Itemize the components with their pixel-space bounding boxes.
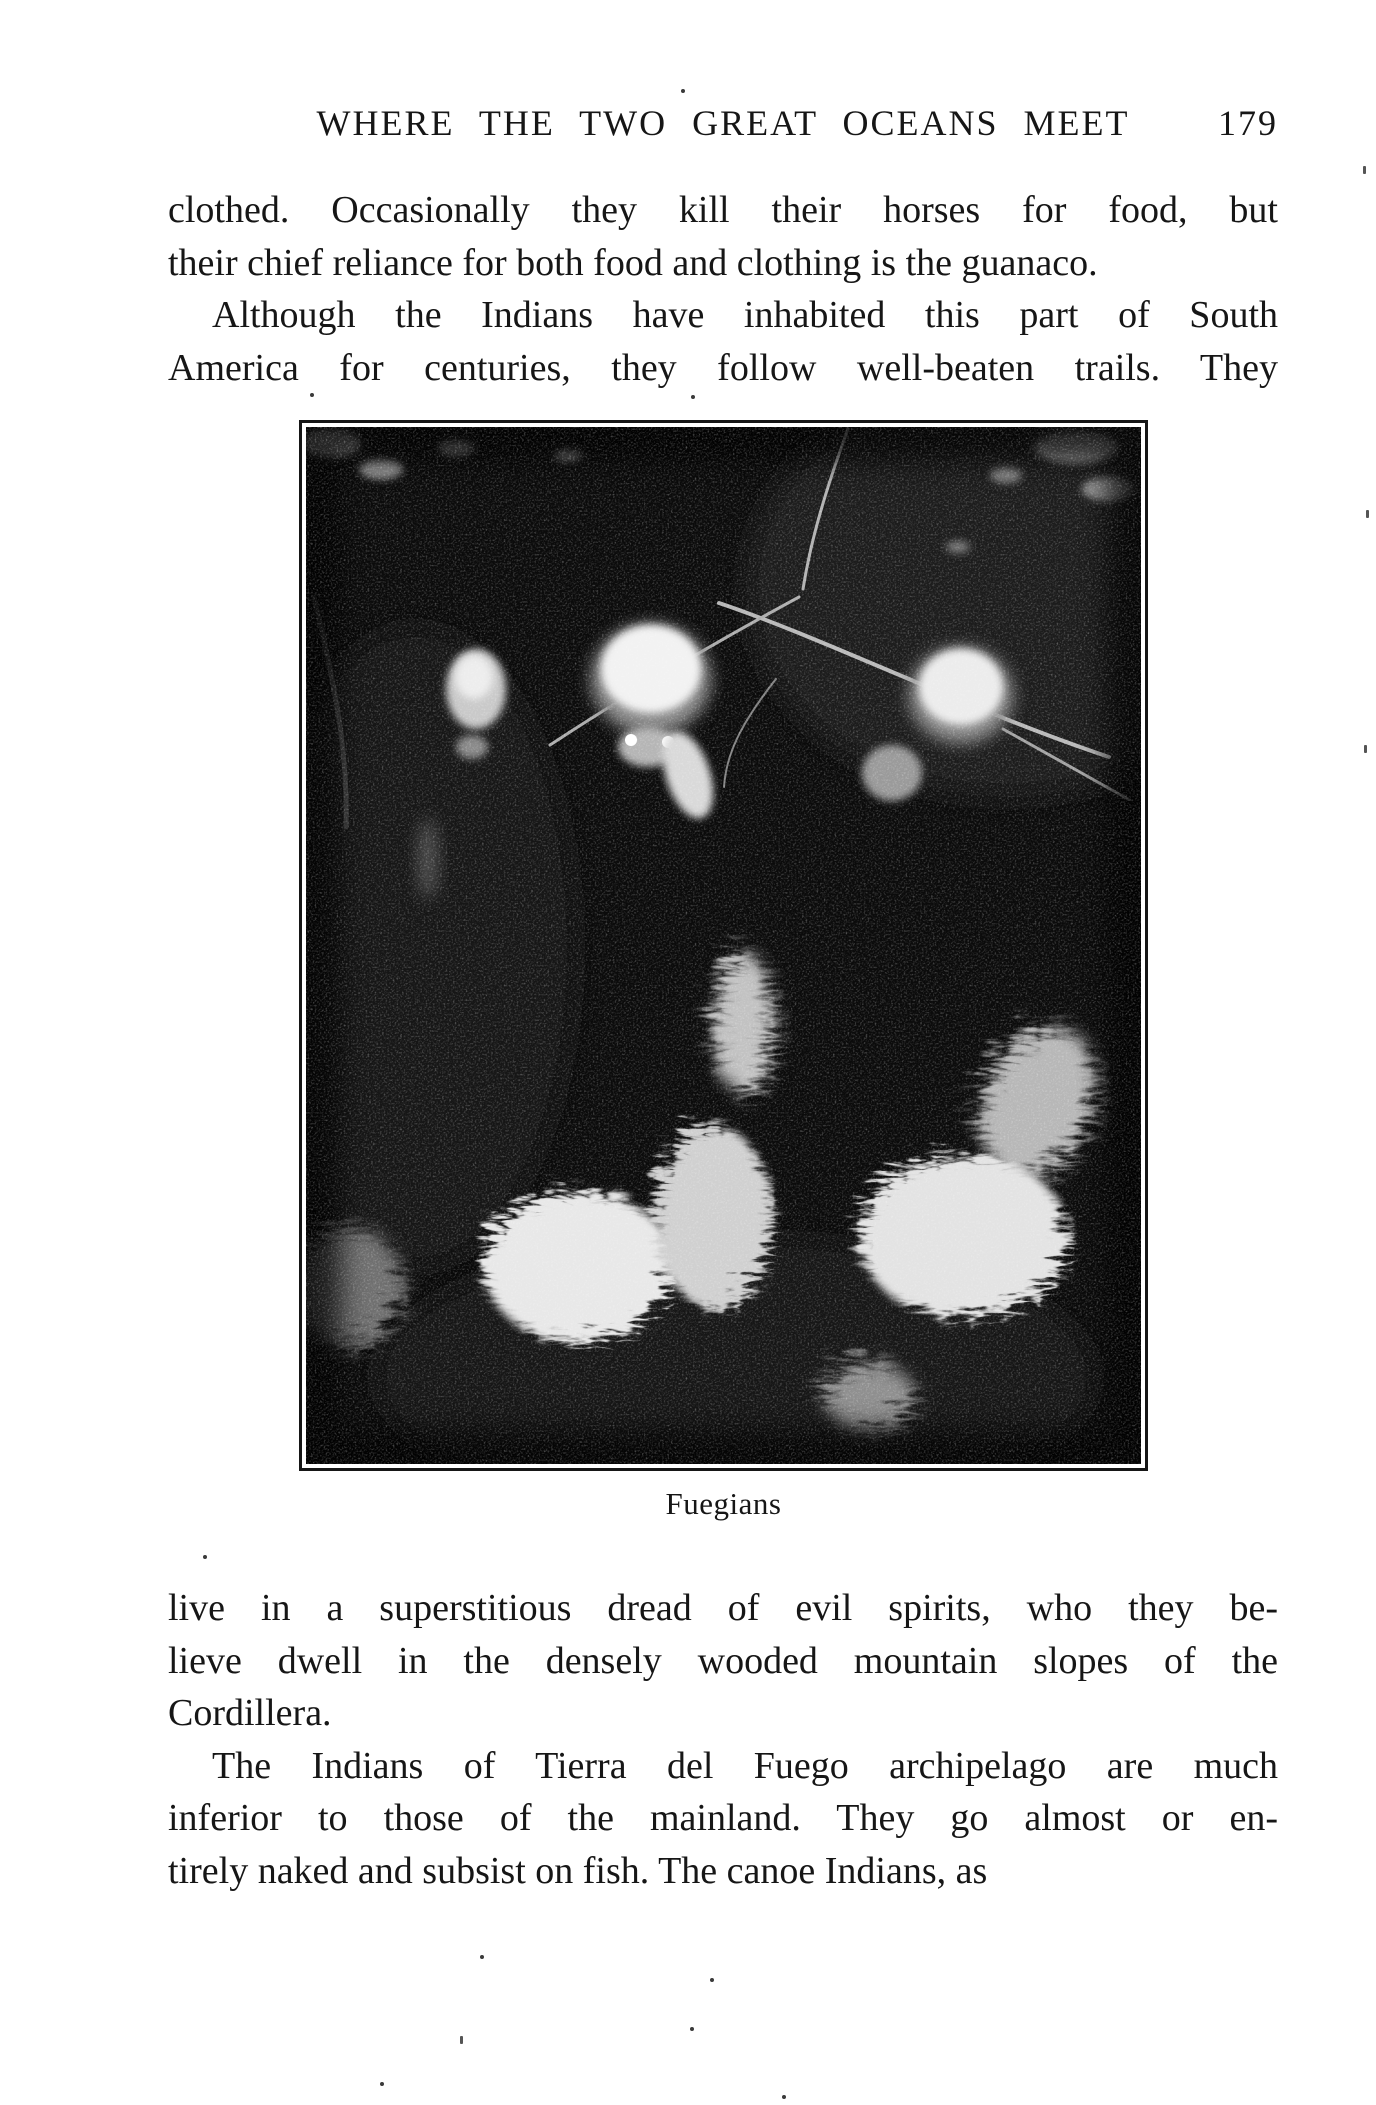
- scan-speck: [782, 2095, 786, 2099]
- text-block-bottom: [168, 1582, 1278, 1897]
- scan-speck: [1364, 745, 1367, 753]
- figure-caption: Fuegians: [665, 1486, 782, 1521]
- page-number: 179: [1218, 103, 1278, 143]
- scan-speck: [691, 395, 695, 399]
- body-line: Cordillera.: [168, 1692, 332, 1734]
- scan-speck: [203, 1555, 207, 1559]
- scan-speck: [480, 1955, 484, 1959]
- figure-frame: [299, 420, 1148, 1471]
- scan-speck: [1366, 510, 1369, 518]
- body-line: Although the Indians have inhabited this part of South: [212, 294, 1278, 336]
- body-line: lieve dwell in the densely wooded mountain slopes of the: [168, 1639, 1278, 1682]
- body-line: America for centuries, they follow well-beaten trails. They: [168, 346, 1278, 389]
- body-line: The Indians of Tierra del Fuego archipelago are much: [212, 1744, 1278, 1787]
- body-line: their chief reliance for both food and clothing is the guanaco.: [168, 241, 1098, 284]
- body-line: tirely naked and subsist on fish. The canoe Indians, as: [168, 1849, 988, 1892]
- fuegians-photograph: [306, 427, 1141, 1464]
- text-block-top: [168, 184, 1278, 394]
- body-line: live in a superstitious dread of evil spirits, who they be-: [168, 1587, 1278, 1629]
- scan-speck: [690, 2027, 694, 2031]
- scan-speck: [460, 2036, 463, 2044]
- scan-speck: [681, 89, 685, 93]
- scan-speck: [310, 393, 314, 397]
- scan-speck: [380, 2082, 384, 2086]
- scan-speck: [1363, 166, 1366, 174]
- scan-speck: [710, 1978, 714, 1982]
- running-header: [168, 100, 1278, 146]
- body-line: inferior to those of the mainland. They go almost or en-: [168, 1797, 1278, 1839]
- page-title: WHERE THE TWO GREAT OCEANS MEET: [316, 103, 1130, 143]
- body-line: clothed. Occasionally they kill their horses for food, but: [168, 189, 1278, 231]
